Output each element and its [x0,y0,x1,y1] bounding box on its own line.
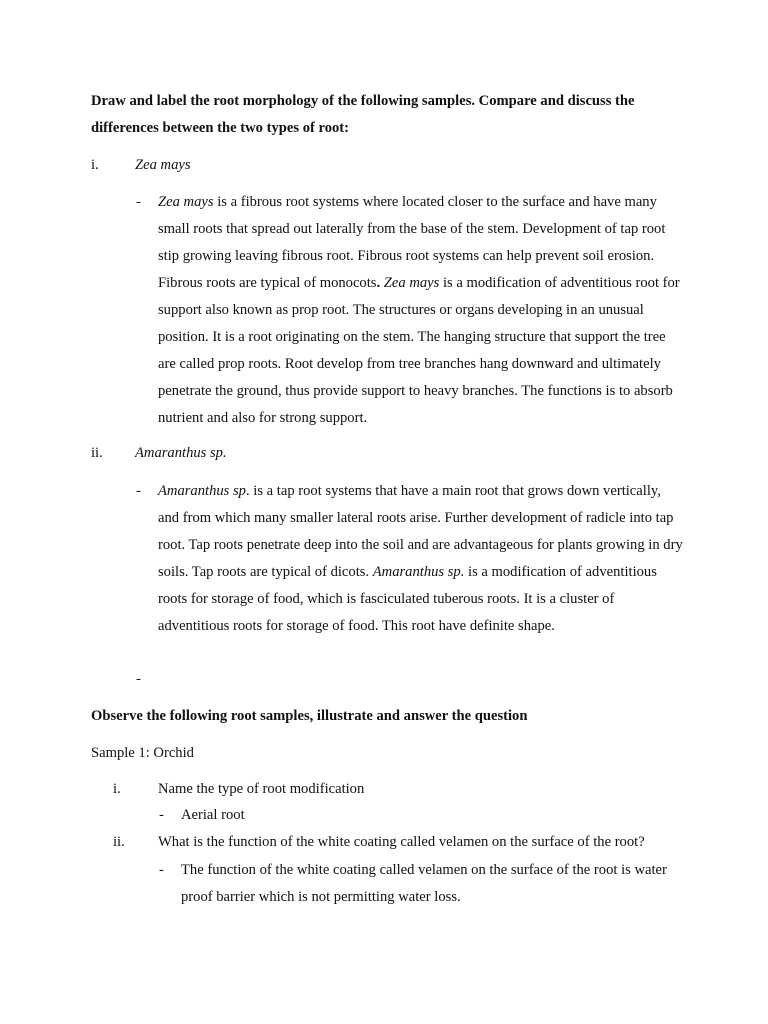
item-i-numeral: i. [91,157,99,173]
item-ii-name-text: Amaranthus sp. [135,445,227,461]
item-i-dash: - [136,194,141,210]
question-i-numeral: i. [113,781,121,797]
item-i-name-inline-2: Zea mays [383,275,440,291]
item-ii-text-1: . is a tap root systems that have a main root that grows down vertically, and from which many smaller lateral roots arise. Further development of radicle into tap root. Tap roots penetrate deep into the soil and are advantageous for plants growing in dry soils. Tap roots are typical of dicots. [158,483,683,580]
item-ii-name-inline-2: Amaranthus sp. [372,564,465,580]
item-ii-paragraph [158,478,683,640]
item-ii-name-inline-1: Amaranthus sp [158,483,246,499]
question-ii-answer: The function of the white coating called velamen on the surface of the root is water proof barrier which is not permitting water loss. [181,862,667,905]
item-ii-dash: - [136,483,141,499]
item-i-text-1: is a fibrous root systems where located closer to the surface and have many small roots that spread out laterally from the base of the stem. Development of tap root stip growing leaving fibrous root. Fibrous root systems can help prevent soil erosion. Fibrous roots are typical of monocots [158,194,666,291]
question-i-text: Name the type of root modification [158,781,365,797]
section1-heading: Draw and label the root morphology of the following samples. Compare and discuss the differences between the two types of root: [91,93,635,136]
item-i-paragraph [158,189,683,432]
item-ii-numeral: ii. [91,445,103,461]
item-i-name [135,152,191,179]
sample-title: Sample 1: Orchid [91,745,194,761]
item-ii-trailing-dash: - [136,671,141,687]
question-i-answer: Aerial root [181,807,245,823]
question-ii-dash: - [159,862,164,878]
item-ii-name [135,440,227,467]
item-ii-text-2: is a modification of adventitious roots for storage of food, which is fasciculated tuberous roots. It is a cluster of adventitious roots for storage of food. This root have definite shape. [158,564,657,634]
item-i-name-text: Zea mays [135,157,191,173]
question-ii-numeral: ii. [113,834,125,850]
question-ii-text: What is the function of the white coating called velamen on the surface of the root? [158,834,645,850]
question-i-dash: - [159,807,164,823]
item-i-name-inline-1: Zea mays [158,194,214,210]
section2-heading: Observe the following root samples, illustrate and answer the question [91,708,528,724]
item-i-text-2: is a modification of adventitious root for support also known as prop root. The structures or organs developing in an unusual position. It is a root originating on the stem. The hanging structure that support the tree are called prop roots. Root develop from tree branches hang downward and ultimately penetrate the ground, thus provide support to heavy branches. The functions is to absorb nutrient and also for strong support. [158,275,680,426]
item-i-bold-period: . [376,275,381,291]
